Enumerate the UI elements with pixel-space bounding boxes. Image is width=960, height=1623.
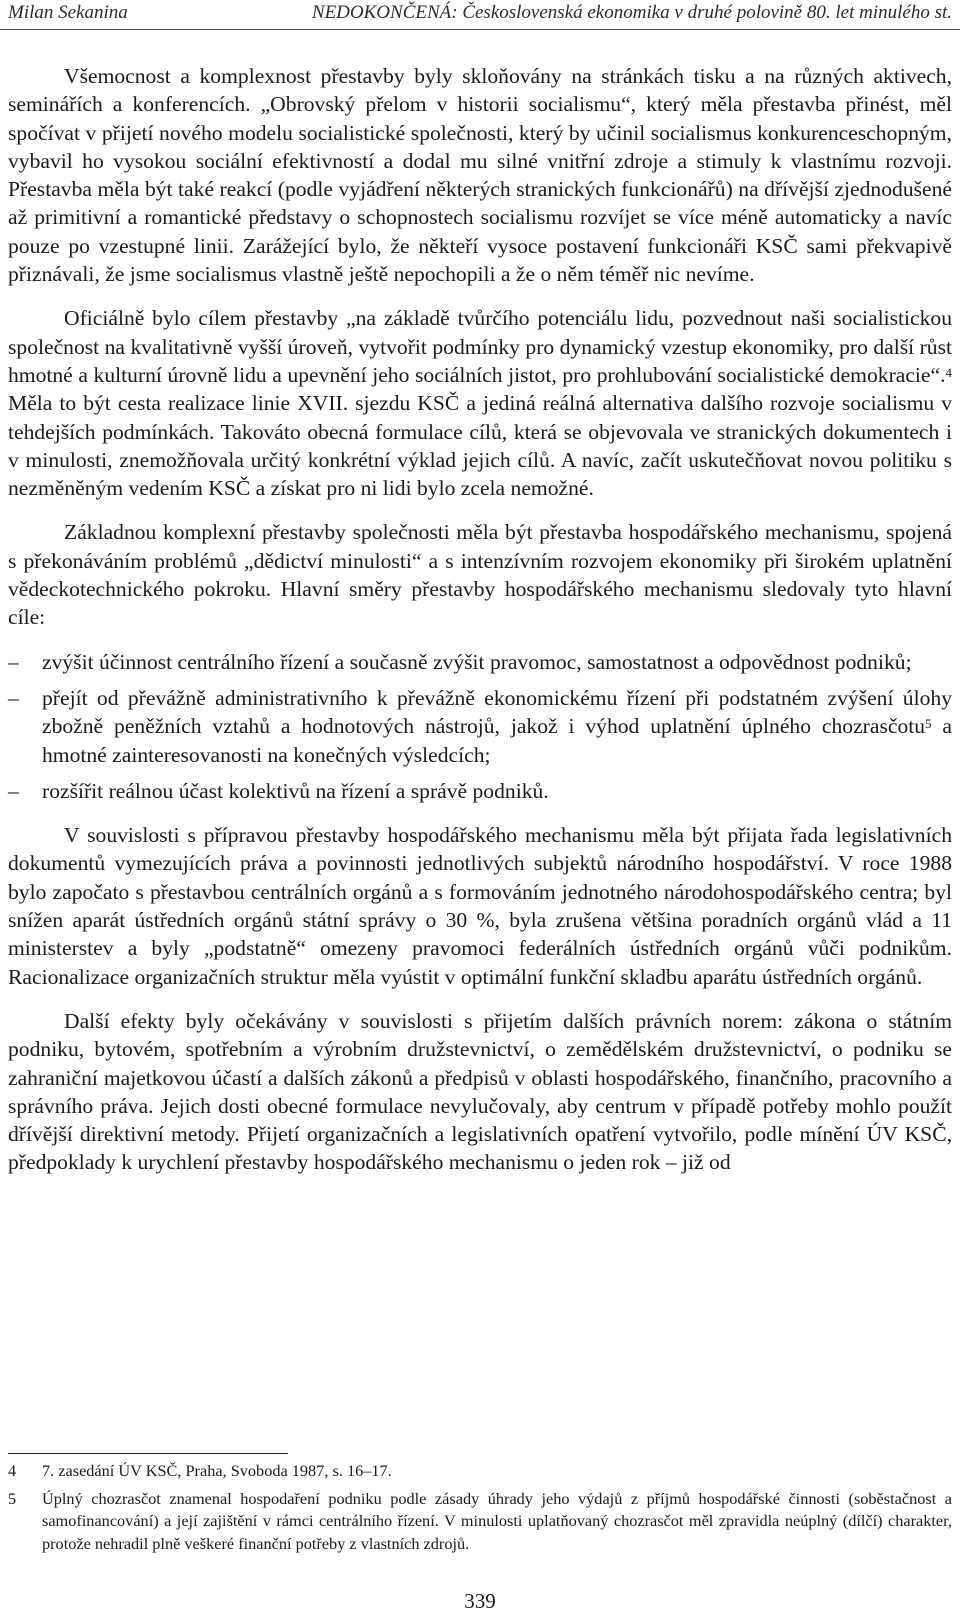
list-item-text-b: a hmotné zainteresovanosti na konečných výsledcích; — [42, 714, 952, 767]
list-item-text-a: přejít od převážně administrativního k převážně ekonomickému řízení při podstatném zvýšení úlohy zbožně peněžních vztahů a hodnotových nástrojů, jakož i výhod uplatnění úplného chozrasčotu — [42, 685, 952, 739]
body-text — [8, 62, 952, 1177]
footnote-ref-5[interactable]: 5 — [925, 716, 932, 732]
paragraph-2-text-b: Měla to být cesta realizace linie XVII. sjezdu KSČ a jediná reálná alternativa dalšího rozvoje socialismu v tehdejších podmínkách. Takováto obecná formulace cílů, která se objevovala ve stranických dokumentech i v minulosti, znemožňovala určitý konkrétní výklad jejich cílů. A navíc, začít uskutečňovat novou politiku s nezměněným vedením KSČ a získat pro ni lidi bylo zcela nemožné. — [8, 391, 952, 501]
goals-list — [8, 648, 952, 805]
footnote-text: 7. zasedání ÚV KSČ, Praha, Svoboda 1987, s. 16–17. — [42, 1461, 392, 1480]
footnotes — [8, 1460, 952, 1560]
footnote-ref-4[interactable]: 4 — [945, 364, 952, 380]
footnote-divider — [8, 1453, 288, 1454]
list-item-text: zvýšit účinnost centrálního řízení a současně zvýšit pravomoc, samostatnost a odpovědnost podniků; — [42, 649, 912, 674]
running-head-author: Milan Sekanina — [8, 2, 128, 23]
list-item — [8, 684, 952, 769]
footnote-text: Úplný chozrasčot znamenal hospodaření podniku podle zásady úhrady jeho výdajů z příjmů hospodářské činnosti (soběstačnost a samofinancování) a její zajištění v rámci centrálního řízení. V minulosti uplatňovaný chozrasčot měl zpravidla neúplný (dílčí) charakter, protože nehradil plně veškeré finanční potřeby z vlastních zdrojů. — [42, 1488, 952, 1553]
list-item — [8, 648, 952, 676]
paragraph-1: Všemocnost a komplexnost přestavby byly skloňovány na stránkách tisku a na různých aktivech, seminářích a konferencích. „Obrovský přelom v historii socialismu“, který měla přestavba přinést, měl spočívat v přijetí nového modelu socialistické společnosti, který by učinil socialismus konkurenceschopným, vybavil ho vysokou sociální efektivností a dodal mu silné vnitřní zdroje a stimuly k vlastnímu rozvoji. Přestavba měla být také reakcí (podle vyjádření některých stranických funkcionářů) na dřívější zjednodušené až primitivní a romantické představy o schopnostech socialismu rozvíjet se více méně automaticky a navíc pouze po vzestupné linii. Zarážející bylo, že někteří vysoce postavení funkcionáři KSČ sami překvapivě přiznávali, že jsme socialismus vlastně ještě nepochopili a že o něm téměř nic nevíme. — [8, 64, 952, 287]
dash-bullet: – — [8, 649, 19, 674]
paragraph-5: Další efekty byly očekávány v souvislosti s přijetím dalších právních norem: zákona o státním podniku, bytovém, spotřebním a výrobním družstevnictví, o zemědělském družstevnictví, o podniku se zahraniční majetkovou účastí a dalších zákonů a předpisů v oblasti hospodářského, finančního, pracovního a správního práva. Jejich dosti obecné formulace nevylučovaly, aby centrum v případě potřeby mohlo použít dřívější direktivní metody. Přijetí organizačních a legislativních opatření vytvořilo, podle mínění ÚV KSČ, předpoklady k urychlení přestavby hospodářského mechanismu o jeden rok – již od — [8, 1008, 952, 1175]
running-head — [8, 2, 952, 30]
header-divider — [0, 29, 960, 30]
footnote-number: 4 — [8, 1461, 17, 1480]
dash-bullet: – — [8, 778, 19, 803]
paragraph-2 — [8, 304, 952, 502]
paragraph-3: Základnou komplexní přestavby společnosti měla být přestavba hospodářského mechanismu, spojená s překonáváním problémů „dědictví minulosti“ a s intenzívním rozvojem ekonomiky při širokém uplatnění vědeckotechnického pokroku. Hlavní směry přestavby hospodářského mechanismu sledovaly tyto hlavní cíle: — [8, 520, 952, 630]
footnote-number: 5 — [8, 1488, 17, 1508]
list-item — [8, 777, 952, 805]
list-item-text: rozšířit reálnou účast kolektivů na řízení a správě podniků. — [42, 778, 549, 803]
footnote-5 — [8, 1488, 952, 1556]
footnote-4 — [8, 1460, 952, 1483]
paragraph-4: V souvislosti s přípravou přestavby hospodářského mechanismu měla být přijata řada legislativních dokumentů vymezujících práva a povinnosti jednotlivých subjektů národního hospodářství. V roce 1988 bylo započato s přestavbou centrálních orgánů a s formováním jednotného národohospodářského centra; byl snížen aparát ústředních orgánů státní správy o 30 %, byla zrušena většina poradních orgánů vlád a 11 ministerstev a byly „podstatně“ omezeny pravomoci federálních ústředních orgánů vůči podnikům. Racionalizace organizačních struktur měla vyústit v optimální funkční skladbu aparátu ústředních orgánů. — [8, 823, 952, 989]
page-number: 339 — [464, 1589, 496, 1613]
running-head-title: NEDOKONČENÁ: Československá ekonomika v druhé polovině 80. let minulého st. — [311, 2, 952, 23]
dash-bullet: – — [8, 685, 19, 710]
paragraph-2-text-a: Oficiálně bylo cílem přestavby „na základě tvůrčího potenciálu lidu, pozvednout naši socialistickou společnost na kvalitativně vyšší úroveň, vytvořit podmínky pro dynamický vzestup ekonomiky, pro další růst hmotné a kulturní úrovně lidu a upevnění jeho sociálních jistot, pro prohlubování socialistické demokracie“. — [8, 306, 952, 387]
